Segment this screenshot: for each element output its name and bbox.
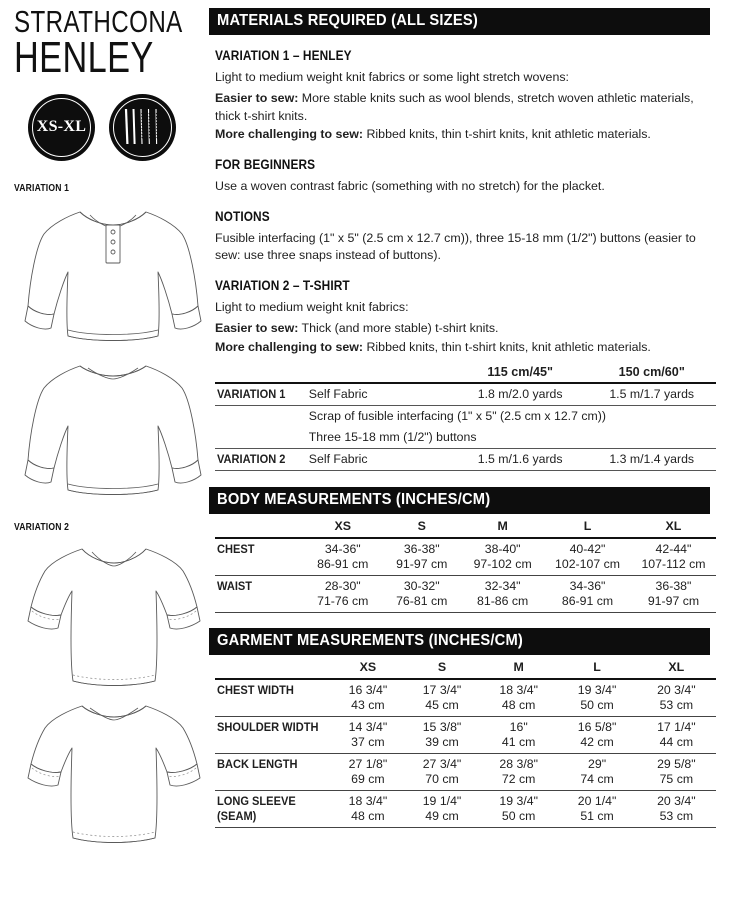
garment-row-0-in-0: 16 3/4" — [348, 682, 388, 697]
table-row — [215, 790, 716, 809]
beginners-text: Use a woven contrast fabric (something with no stretch) for the placket. — [215, 179, 605, 194]
garment-row-0-cm-0: 43 cm — [351, 697, 385, 712]
garment-row-2-in-3: 29" — [557, 753, 636, 772]
garment-row-3-label: LONG SLEEVE — [217, 793, 296, 808]
sidebar — [0, 0, 205, 913]
brand-line-henley: HENLEY — [14, 32, 154, 82]
garment-row-0-in-2: 18 3/4" — [499, 682, 538, 697]
body-row-0-cm-0: 86-91 cm — [317, 556, 369, 571]
body-row-0-in-4: 42-44" — [655, 541, 692, 556]
tshirt-back-illustration — [20, 690, 205, 855]
fabric-row-0-w45: 1.8 m/2.0 yards — [453, 383, 587, 406]
body-row-1-cm-3: 86-91 cm — [561, 593, 614, 608]
v2-harder-text: Ribbed knits, thin t-shirt knits, knit athletic materials. — [363, 340, 651, 355]
garment-row-1-in-1: 15 3/8" — [404, 716, 480, 735]
garment-row-0-in-1: 17 3/4" — [422, 682, 462, 697]
body-table-bottom-rule — [215, 612, 716, 614]
garment-row-3-in-3: 20 1/4" — [557, 790, 636, 809]
garment-row-1-in-3: 16 5/8" — [557, 716, 636, 735]
garment-row-3-cm-2: 50 cm — [501, 808, 536, 823]
tshirt-front-illustration — [20, 533, 205, 698]
garment-row-1-label: SHOULDER WIDTH — [217, 719, 319, 734]
variation-2-intro: Light to medium weight knit fabrics: — [215, 299, 409, 314]
garment-row-0-cm-1: 45 cm — [425, 697, 459, 712]
body-measurements-body — [215, 538, 716, 615]
body-measurements-table — [215, 516, 716, 615]
v1-harder-text: Ribbed knits, thin t-shirt knits, knit athletic materials. — [363, 127, 651, 142]
garment-size-m: M — [480, 657, 558, 679]
body-size-s: S — [382, 516, 461, 538]
garment-row-0-cm-2: 48 cm — [501, 697, 536, 712]
garment-row-0-cm-4: 53 cm — [659, 697, 694, 712]
body-row-1-label: WAIST — [217, 578, 253, 593]
body-row-1-cm-0: 71-76 cm — [317, 593, 369, 608]
body-row-1-in-4: 36-38" — [631, 575, 716, 594]
fabric-row-2-fabric: Three 15-18 mm (1/2") buttons — [308, 429, 477, 444]
garment-row-2-in-1: 27 3/4" — [404, 753, 480, 772]
content-column — [205, 0, 730, 913]
garment-row-2-in-4: 29 5/8" — [637, 753, 716, 772]
henley-back-illustration — [20, 348, 205, 508]
body-row-1-in-1: 30-32" — [382, 575, 461, 594]
body-row-1-cm-1: 76-81 cm — [396, 593, 448, 608]
garment-row-3-in-2: 19 3/4" — [480, 790, 558, 809]
garment-row-1-cm-2: 41 cm — [501, 734, 536, 749]
table-row — [215, 448, 716, 470]
fabric-row-0-label: VARIATION 1 — [217, 386, 286, 401]
variation-2-heading: VARIATION 2 – T-SHIRT — [215, 277, 350, 293]
size-range-label: XS-XL — [36, 118, 87, 136]
garment-row-1-in-4: 17 1/4" — [637, 716, 716, 735]
body-row-0-in-2: 38-40" — [484, 541, 521, 556]
v1-easier-label: Easier to sew: — [215, 91, 299, 106]
garment-row-2-cm-1: 70 cm — [425, 771, 459, 786]
garment-row-2-in-0: 27 1/8" — [332, 753, 404, 772]
body-size-xl: XL — [631, 516, 716, 538]
table-row — [215, 538, 716, 557]
fabric-row-1-fabric: Scrap of fusible interfacing (1" x 5" (2.5 cm x 12.7 cm)) — [307, 405, 716, 427]
garment-row-3-cm-1: 49 cm — [425, 808, 459, 823]
v1-harder-label: More challenging to sew: — [215, 127, 364, 142]
difficulty-needles-badge — [109, 94, 176, 161]
table-row — [215, 679, 716, 698]
table-row — [215, 575, 716, 594]
garment-row-0-label: CHEST WIDTH — [217, 682, 294, 697]
garment-measurements-body — [215, 679, 716, 830]
variation-1-label: VARIATION 1 — [14, 182, 70, 194]
table-row — [215, 427, 716, 449]
body-row-1-in-2: 32-34" — [461, 575, 544, 594]
body-row-1-in-3: 34-36" — [544, 575, 631, 594]
notions-text: Fusible interfacing (1" x 5" (2.5 cm x 12.7 cm)), three 15-18 mm (1/2") buttons (easier to sew: use three snaps instead of buttons). — [215, 230, 696, 263]
garment-row-0-in-4: 20 3/4" — [657, 682, 696, 697]
brand-title — [14, 4, 205, 82]
tshirt-back-flat — [20, 690, 205, 855]
table-row — [215, 405, 716, 427]
tshirt-front-flat — [20, 533, 205, 698]
brand-line-strathcona: STRATHCONA — [14, 4, 183, 39]
fabric-row-0-w60: 1.5 m/1.7 yards — [587, 383, 716, 406]
size-range-badge — [28, 94, 95, 161]
body-row-1-cm-2: 81-86 cm — [477, 593, 529, 608]
variation-2-easier — [215, 320, 710, 338]
body-size-xs: XS — [303, 516, 382, 538]
henley-front-illustration — [20, 194, 205, 354]
garment-size-xl: XL — [637, 657, 716, 679]
garment-row-3-in-4: 20 3/4" — [637, 790, 716, 809]
garment-row-2-in-2: 28 3/8" — [480, 753, 558, 772]
body-row-0-label: CHEST — [217, 541, 255, 556]
body-measurements-band — [209, 487, 710, 514]
fabric-col-150: 150 cm/60" — [618, 364, 685, 379]
henley-back-flat — [20, 348, 205, 508]
fabric-table-bottom-rule — [215, 470, 716, 471]
variation-1-heading: VARIATION 1 – HENLEY — [215, 47, 352, 63]
garment-measurements-table — [215, 657, 716, 830]
garment-table-bottom-rule — [215, 827, 716, 829]
garment-row-3-in-1: 19 1/4" — [404, 790, 480, 809]
body-row-0-in-1: 36-38" — [403, 541, 440, 556]
body-measurements-band-title: BODY MEASUREMENTS (INCHES/CM) — [217, 491, 491, 509]
garment-row-3-cm-4: 53 cm — [659, 808, 694, 823]
garment-row-0-cm-3: 50 cm — [580, 697, 614, 712]
fabric-row-3-w45: 1.5 m/1.6 yards — [453, 448, 587, 470]
table-row — [215, 753, 716, 772]
beginners-heading: FOR BEGINNERS — [215, 157, 316, 173]
garment-row-2-cm-0: 69 cm — [351, 771, 385, 786]
fabric-row-3-label: VARIATION 2 — [217, 451, 286, 466]
table-row — [215, 809, 716, 828]
garment-row-3-label2: (SEAM) — [217, 808, 257, 823]
variation-1-intro: Light to medium weight knit fabrics or some light stretch wovens: — [215, 69, 569, 84]
fabric-row-3-w60: 1.3 m/1.4 yards — [587, 448, 716, 470]
garment-size-s: S — [404, 657, 480, 679]
henley-front-flat — [20, 194, 205, 354]
body-row-1-cm-4: 91-97 cm — [647, 593, 700, 608]
garment-row-2-label: BACK LENGTH — [217, 756, 298, 771]
body-row-0-cm-1: 91-97 cm — [396, 556, 448, 571]
garment-row-2-cm-3: 74 cm — [580, 771, 614, 786]
variation-1-harder — [215, 126, 710, 144]
garment-row-2-cm-4: 75 cm — [659, 771, 694, 786]
garment-row-1-cm-1: 39 cm — [425, 734, 459, 749]
body-row-0-in-3: 40-42" — [569, 541, 606, 556]
fabric-row-3-fabric: Self Fabric — [307, 448, 453, 470]
body-row-1-in-0: 28-30" — [303, 575, 382, 594]
notions-heading: NOTIONS — [215, 208, 270, 224]
garment-row-1-in-0: 14 3/4" — [332, 716, 404, 735]
body-row-0-cm-2: 97-102 cm — [473, 556, 532, 571]
garment-row-1-in-2: 16" — [480, 716, 558, 735]
body-row-0-cm-3: 102-107 cm — [555, 556, 620, 571]
materials-band-title: MATERIALS REQUIRED (ALL SIZES) — [217, 12, 478, 29]
garment-row-1-cm-4: 44 cm — [659, 734, 694, 749]
fabric-row-0-fabric: Self Fabric — [307, 383, 453, 406]
table-row — [215, 716, 716, 735]
garment-row-2-cm-2: 72 cm — [501, 771, 536, 786]
fabric-table-body — [215, 383, 716, 472]
v2-harder-label: More challenging to sew: — [215, 340, 364, 355]
garment-measurements-band-title: GARMENT MEASUREMENTS (INCHES/CM) — [217, 632, 524, 650]
body-size-m: M — [461, 516, 544, 538]
garment-row-3-cm-3: 51 cm — [580, 808, 614, 823]
needles-icon — [122, 104, 164, 150]
body-size-l: L — [544, 516, 631, 538]
garment-size-xs: XS — [332, 657, 404, 679]
v2-easier-text: Thick (and more stable) t-shirt knits. — [298, 321, 499, 336]
body-row-0-in-0: 34-36" — [324, 541, 361, 556]
garment-row-0-in-3: 19 3/4" — [577, 682, 617, 697]
materials-band — [209, 8, 710, 35]
variation-1-easier — [215, 90, 710, 125]
table-row — [215, 772, 716, 791]
garment-row-3-in-0: 18 3/4" — [332, 790, 404, 809]
fabric-requirements-table — [215, 363, 716, 472]
v2-easier-label: Easier to sew: — [215, 321, 299, 336]
table-row — [215, 383, 716, 406]
garment-row-3-cm-0: 48 cm — [351, 808, 385, 823]
garment-row-1-cm-3: 42 cm — [580, 734, 614, 749]
garment-measurements-band — [209, 628, 710, 655]
badge-group — [28, 94, 205, 161]
garment-size-l: L — [557, 657, 636, 679]
table-row — [215, 735, 716, 754]
v1-easier-text: More stable knits such as wool blends, stretch woven athletic materials, thick t-shirt knits. — [215, 91, 694, 123]
fabric-col-115: 115 cm/45" — [487, 364, 553, 379]
table-row — [215, 698, 716, 717]
body-row-0-cm-4: 107-112 cm — [641, 556, 706, 571]
variation-2-harder — [215, 339, 710, 357]
garment-row-1-cm-0: 37 cm — [351, 734, 385, 749]
variation-2-label: VARIATION 2 — [14, 521, 70, 533]
